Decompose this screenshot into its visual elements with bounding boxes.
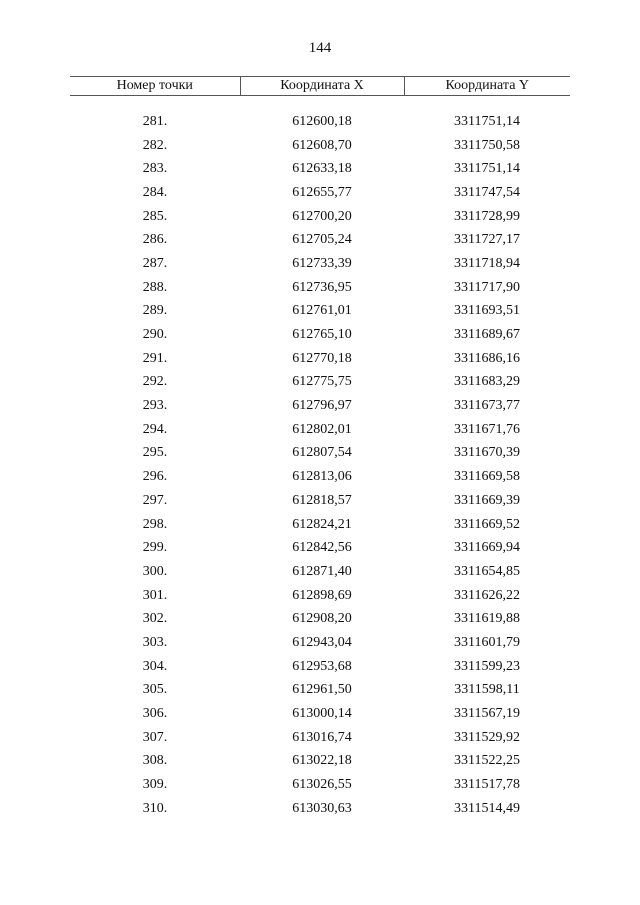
coordinate-y-cell: 3311750,58 bbox=[454, 137, 520, 153]
coordinate-x-cell: 612813,06 bbox=[292, 469, 352, 485]
point-number-cell: 281. bbox=[142, 113, 168, 129]
coordinate-y-cell: 3311693,51 bbox=[454, 303, 520, 319]
coordinate-y-cell: 3311599,23 bbox=[454, 658, 520, 674]
table-row bbox=[70, 276, 570, 300]
point-number-cell: 290. bbox=[142, 327, 168, 343]
coordinate-x-cell: 612700,20 bbox=[292, 208, 352, 224]
coordinate-x-cell: 612736,95 bbox=[292, 279, 352, 295]
table-row bbox=[70, 726, 570, 750]
coordinate-y-cell: 3311718,94 bbox=[454, 255, 520, 271]
point-number-cell: 303. bbox=[142, 634, 168, 650]
spacer-cell bbox=[70, 96, 570, 111]
coordinate-y-cell: 3311529,92 bbox=[454, 729, 520, 745]
coordinate-x-cell: 613026,55 bbox=[292, 777, 352, 793]
table-row bbox=[70, 702, 570, 726]
coordinate-x-cell: 612608,70 bbox=[292, 137, 352, 153]
coordinate-y-cell: 3311514,49 bbox=[454, 800, 520, 816]
table-row bbox=[70, 513, 570, 537]
header-spacer bbox=[70, 96, 570, 111]
point-number-cell: 304. bbox=[142, 658, 168, 674]
coordinate-y-cell: 3311686,16 bbox=[454, 350, 520, 366]
point-number-cell: 296. bbox=[142, 469, 168, 485]
point-number-cell: 291. bbox=[142, 350, 168, 366]
table-row bbox=[70, 323, 570, 347]
point-number-cell: 299. bbox=[142, 540, 168, 556]
table-row bbox=[70, 157, 570, 181]
coordinate-y-cell: 3311728,99 bbox=[454, 208, 520, 224]
coordinate-y-cell: 3311567,19 bbox=[454, 706, 520, 722]
coordinate-x-cell: 612802,01 bbox=[292, 421, 352, 437]
table-row bbox=[70, 560, 570, 584]
table-row bbox=[70, 205, 570, 229]
coordinate-x-cell: 612943,04 bbox=[292, 634, 352, 650]
point-number-cell: 282. bbox=[142, 137, 168, 153]
coordinate-y-cell: 3311626,22 bbox=[454, 587, 520, 603]
coordinate-x-cell: 612775,75 bbox=[292, 374, 352, 390]
coordinate-y-cell: 3311673,77 bbox=[454, 398, 520, 414]
table-row bbox=[70, 536, 570, 560]
point-number-cell: 297. bbox=[142, 492, 168, 508]
table-row bbox=[70, 252, 570, 276]
coordinate-x-cell: 613016,74 bbox=[292, 729, 352, 745]
coordinate-y-cell: 3311747,54 bbox=[454, 184, 520, 200]
coordinate-x-cell: 613022,18 bbox=[292, 753, 352, 769]
point-number-cell: 285. bbox=[142, 208, 168, 224]
coordinate-x-cell: 612770,18 bbox=[292, 350, 352, 366]
coordinate-x-cell: 612705,24 bbox=[292, 232, 352, 248]
coordinate-x-cell: 612818,57 bbox=[292, 492, 352, 508]
point-number-cell: 302. bbox=[142, 611, 168, 627]
table-row bbox=[70, 300, 570, 324]
table-row bbox=[70, 228, 570, 252]
coordinate-x-cell: 612761,01 bbox=[292, 303, 352, 319]
point-number-cell: 292. bbox=[142, 374, 168, 390]
header-coordinate-x: Координата X bbox=[240, 77, 404, 96]
table-row bbox=[70, 773, 570, 797]
table-row bbox=[70, 465, 570, 489]
header-point-number: Номер точки bbox=[70, 77, 240, 96]
coordinate-y-cell: 3311598,11 bbox=[454, 682, 520, 698]
header-coordinate-y: Координата Y bbox=[404, 77, 570, 96]
coordinate-y-cell: 3311522,25 bbox=[454, 753, 520, 769]
point-number-cell: 288. bbox=[142, 279, 168, 295]
point-number-cell: 305. bbox=[142, 682, 168, 698]
table-row bbox=[70, 418, 570, 442]
coordinate-x-cell: 612600,18 bbox=[292, 113, 352, 129]
point-number-cell: 284. bbox=[142, 184, 168, 200]
table-row bbox=[70, 394, 570, 418]
point-number-cell: 306. bbox=[142, 706, 168, 722]
table-row bbox=[70, 750, 570, 774]
table-row bbox=[70, 631, 570, 655]
table-body bbox=[70, 96, 570, 821]
coordinate-x-cell: 612953,68 bbox=[292, 658, 352, 674]
coordinate-y-cell: 3311671,76 bbox=[454, 421, 520, 437]
coordinate-x-cell: 612655,77 bbox=[292, 184, 352, 200]
table-row bbox=[70, 110, 570, 134]
point-number-cell: 310. bbox=[142, 800, 168, 816]
coordinate-x-cell: 613030,63 bbox=[292, 800, 352, 816]
table-row bbox=[70, 655, 570, 679]
coordinate-y-cell: 3311619,88 bbox=[454, 611, 520, 627]
point-number-cell: 308. bbox=[142, 753, 168, 769]
coordinate-x-cell: 612733,39 bbox=[292, 255, 352, 271]
header-row bbox=[70, 77, 570, 96]
point-number-cell: 307. bbox=[142, 729, 168, 745]
table-row bbox=[70, 134, 570, 158]
coordinate-x-cell: 613000,14 bbox=[292, 706, 352, 722]
coordinate-y-cell: 3311517,78 bbox=[454, 777, 520, 793]
coordinate-x-cell: 612871,40 bbox=[292, 563, 352, 579]
table-row bbox=[70, 584, 570, 608]
coordinate-x-cell: 612824,21 bbox=[292, 516, 352, 532]
coordinate-y-cell: 3311669,39 bbox=[454, 492, 520, 508]
coordinate-x-cell: 612961,50 bbox=[292, 682, 352, 698]
point-number-cell: 289. bbox=[142, 303, 168, 319]
coordinate-y-cell: 3311670,39 bbox=[454, 445, 520, 461]
table-row bbox=[70, 797, 570, 821]
point-number-cell: 300. bbox=[142, 563, 168, 579]
coordinate-x-cell: 612765,10 bbox=[292, 327, 352, 343]
coordinate-x-cell: 612908,20 bbox=[292, 611, 352, 627]
point-number-cell: 298. bbox=[142, 516, 168, 532]
coordinate-x-cell: 612898,69 bbox=[292, 587, 352, 603]
table-row bbox=[70, 607, 570, 631]
coordinate-y-cell: 3311717,90 bbox=[454, 279, 520, 295]
coordinate-y-cell: 3311751,14 bbox=[454, 113, 520, 129]
point-number-cell: 309. bbox=[142, 777, 168, 793]
table-row bbox=[70, 371, 570, 395]
coordinate-y-cell: 3311683,29 bbox=[454, 374, 520, 390]
point-number-cell: 294. bbox=[142, 421, 168, 437]
table-header bbox=[70, 77, 570, 96]
page-number: 144 bbox=[308, 40, 332, 56]
table-row bbox=[70, 347, 570, 371]
table-row bbox=[70, 489, 570, 513]
coordinate-y-cell: 3311669,58 bbox=[454, 469, 520, 485]
coordinate-x-cell: 612807,54 bbox=[292, 445, 352, 461]
point-number-cell: 283. bbox=[142, 161, 168, 177]
coordinate-y-cell: 3311751,14 bbox=[454, 161, 520, 177]
coordinate-y-cell: 3311669,52 bbox=[454, 516, 520, 532]
point-number-cell: 293. bbox=[142, 398, 168, 414]
coordinate-x-cell: 612796,97 bbox=[292, 398, 352, 414]
table-row bbox=[70, 442, 570, 466]
coordinate-y-cell: 3311727,17 bbox=[454, 232, 520, 248]
coordinate-y-cell: 3311669,94 bbox=[454, 540, 520, 556]
point-number-cell: 295. bbox=[142, 445, 168, 461]
coordinate-y-cell: 3311601,79 bbox=[454, 634, 520, 650]
table-row bbox=[70, 181, 570, 205]
table-row bbox=[70, 679, 570, 703]
coordinate-y-cell: 3311654,85 bbox=[454, 563, 520, 579]
point-number-cell: 286. bbox=[142, 232, 168, 248]
coordinate-x-cell: 612633,18 bbox=[292, 161, 352, 177]
point-number-cell: 301. bbox=[142, 587, 168, 603]
coordinate-x-cell: 612842,56 bbox=[292, 540, 352, 556]
coordinate-y-cell: 3311689,67 bbox=[454, 327, 520, 343]
coordinates-table bbox=[70, 76, 570, 821]
point-number-cell: 287. bbox=[142, 255, 168, 271]
